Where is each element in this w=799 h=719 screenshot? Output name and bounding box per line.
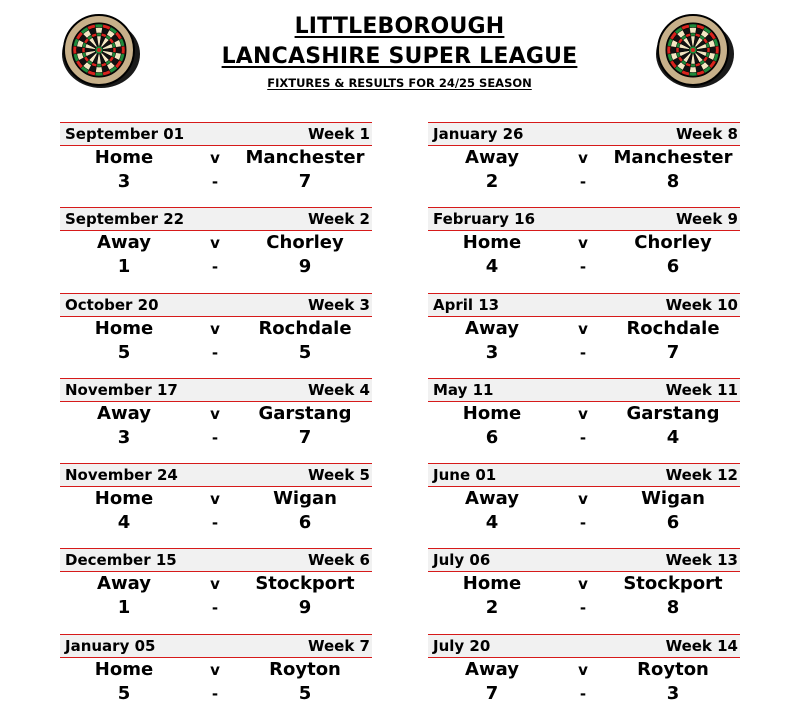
fixture-versus: v [578, 660, 588, 679]
fixture-versus: v [578, 319, 588, 338]
fixture-teams-row [60, 231, 372, 255]
fixture-score-row [428, 341, 740, 365]
fixture-venue: Away [465, 147, 519, 168]
fixture-score-row [428, 170, 740, 194]
fixture-score-home: 5 [117, 682, 131, 704]
fixture-header [60, 634, 372, 658]
fixture-score-away: 4 [666, 426, 680, 448]
fixture-versus: v [210, 490, 220, 509]
fixture-opponent: Stockport [623, 573, 723, 595]
subtitle-text: FIXTURES & RESULTS FOR 24/25 SEASON [267, 76, 532, 90]
fixture-date: September 01 [65, 125, 185, 143]
fixture-score-row [428, 682, 740, 706]
fixture-teams-row [428, 487, 740, 511]
title-line-2: LANCASHIRE SUPER LEAGUE [221, 44, 578, 69]
fixture-score-separator: - [211, 514, 219, 533]
fixture-opponent: Wigan [641, 488, 705, 510]
fixture-versus: v [210, 234, 220, 253]
fixture-date: September 22 [65, 210, 185, 229]
fixture-versus: v [210, 319, 220, 338]
fixture-score-home: 4 [485, 512, 499, 534]
fixture-venue: Away [97, 402, 151, 424]
fixture-score-home: 4 [485, 256, 499, 278]
fixture-score-separator: - [579, 173, 587, 191]
fixture-date: October 20 [65, 295, 159, 314]
fixture-opponent: Garstang [258, 402, 352, 424]
fixture-score-separator: - [211, 599, 219, 618]
fixture-date: April 13 [433, 295, 500, 314]
fixture-score-separator: - [579, 343, 587, 362]
fixture-opponent: Royton [637, 658, 709, 680]
fixture-score-home: 1 [117, 597, 131, 619]
fixture-score-away: 6 [666, 512, 680, 534]
fixture-score-row [60, 596, 372, 620]
fixture-score-away: 3 [666, 682, 680, 704]
fixture-date: June 01 [433, 466, 497, 485]
fixture-score-away: 5 [298, 341, 312, 363]
fixture-header [60, 463, 372, 487]
fixture-score-separator: - [579, 684, 587, 703]
fixture-versus: v [578, 575, 588, 594]
fixture-opponent: Chorley [634, 232, 712, 254]
dartboard-icon [652, 12, 734, 90]
fixture-week: Week 8 [676, 125, 738, 143]
fixture-score-separator: - [579, 258, 587, 277]
fixture-date: November 24 [65, 466, 178, 485]
fixture-score-separator: - [579, 599, 587, 618]
fixture-header [428, 122, 740, 146]
fixture-week: Week 5 [308, 466, 370, 485]
fixture-teams-row [60, 572, 372, 596]
fixture-score-away: 6 [666, 256, 680, 278]
fixture-opponent: Garstang [626, 402, 720, 424]
fixture-score-home: 4 [117, 512, 131, 534]
fixture-teams-row [428, 402, 740, 426]
fixture-score-row [60, 341, 372, 365]
fixture-venue: Away [97, 573, 151, 595]
fixture-header [428, 207, 740, 231]
fixture-block [60, 463, 372, 548]
fixture-week: Week 10 [665, 295, 738, 314]
fixture-score-away: 5 [298, 682, 312, 704]
page-header [0, 0, 799, 110]
fixture-week: Week 3 [308, 295, 370, 314]
fixture-score-separator: - [211, 684, 219, 703]
fixture-date: November 17 [65, 380, 178, 399]
fixture-date: February 16 [433, 210, 536, 229]
fixture-week: Week 2 [308, 210, 370, 229]
fixture-versus: v [578, 234, 588, 253]
fixture-block [428, 207, 740, 292]
fixture-teams-row [60, 402, 372, 426]
fixture-date: December 15 [65, 551, 177, 570]
fixture-date: July 06 [433, 551, 491, 570]
fixture-date: July 20 [433, 636, 491, 655]
fixture-score-row [60, 170, 372, 194]
fixture-week: Week 4 [308, 380, 370, 399]
fixture-score-row [60, 682, 372, 706]
fixture-venue: Away [97, 232, 151, 254]
fixture-header [60, 548, 372, 572]
fixture-block [60, 548, 372, 633]
fixture-venue: Home [462, 402, 522, 424]
fixture-week: Week 12 [665, 466, 738, 485]
fixture-teams-row [60, 658, 372, 682]
fixture-score-home: 3 [485, 341, 499, 363]
fixture-header [60, 378, 372, 402]
fixture-header [428, 463, 740, 487]
fixture-header [60, 293, 372, 317]
fixture-score-home: 5 [117, 341, 131, 363]
fixtures-column-right [428, 122, 740, 719]
fixture-teams-row [428, 572, 740, 596]
fixture-score-separator: - [211, 173, 219, 191]
fixture-header [60, 122, 372, 146]
fixture-block [428, 293, 740, 378]
fixture-block [428, 548, 740, 633]
fixtures-column-left [60, 122, 372, 719]
fixture-week: Week 7 [308, 636, 370, 655]
fixture-venue: Home [462, 232, 522, 254]
fixture-venue: Home [462, 573, 522, 595]
fixture-opponent: Manchester [245, 147, 365, 168]
fixture-teams-row [60, 487, 372, 511]
fixture-score-away: 8 [666, 597, 680, 619]
fixture-opponent: Wigan [273, 488, 337, 510]
fixture-date: May 11 [433, 380, 494, 399]
fixture-block [428, 378, 740, 463]
fixture-score-home: 2 [485, 171, 499, 192]
fixture-score-away: 7 [298, 171, 312, 192]
fixture-teams-row [60, 146, 372, 170]
fixture-score-away: 9 [298, 256, 312, 278]
fixture-score-home: 2 [485, 597, 499, 619]
fixture-score-home: 1 [117, 256, 131, 278]
fixture-score-separator: - [211, 343, 219, 362]
fixture-week: Week 9 [676, 210, 738, 229]
fixture-header [428, 634, 740, 658]
fixture-opponent: Chorley [266, 232, 344, 254]
fixture-opponent: Stockport [255, 573, 355, 595]
fixture-score-separator: - [211, 428, 219, 447]
fixture-versus: v [210, 660, 220, 679]
fixture-week: Week 11 [665, 380, 738, 399]
fixture-header [428, 293, 740, 317]
fixture-score-row [60, 255, 372, 279]
fixture-block [428, 122, 740, 207]
fixture-teams-row [428, 231, 740, 255]
fixture-venue: Home [94, 317, 154, 339]
fixture-score-away: 7 [666, 341, 680, 363]
fixture-block [428, 463, 740, 548]
fixture-versus: v [210, 575, 220, 594]
fixture-score-home: 3 [117, 426, 131, 448]
fixture-block [428, 634, 740, 719]
fixture-opponent: Rochdale [626, 317, 720, 339]
fixture-header [428, 548, 740, 572]
fixture-venue: Home [94, 658, 154, 680]
fixture-block [60, 378, 372, 463]
fixture-teams-row [428, 658, 740, 682]
fixture-score-away: 7 [298, 426, 312, 448]
fixture-score-row [428, 511, 740, 535]
fixture-score-row [428, 426, 740, 450]
fixture-teams-row [428, 146, 740, 170]
title-line-1: LITTLEBOROUGH [294, 14, 505, 39]
fixture-block [60, 634, 372, 719]
fixture-block [60, 293, 372, 378]
fixture-versus: v [210, 404, 220, 423]
fixture-venue: Away [465, 317, 519, 339]
fixture-header [428, 378, 740, 402]
fixture-score-separator: - [579, 514, 587, 533]
fixture-teams-row [428, 317, 740, 341]
fixture-score-home: 6 [485, 426, 499, 448]
fixture-score-home: 3 [117, 171, 131, 192]
fixture-score-away: 6 [298, 512, 312, 534]
fixture-score-row [60, 426, 372, 450]
fixture-score-away: 8 [666, 171, 680, 192]
fixture-score-home: 7 [485, 682, 499, 704]
fixture-opponent: Royton [269, 658, 341, 680]
fixture-versus: v [578, 490, 588, 509]
fixture-venue: Away [465, 658, 519, 680]
fixture-header [60, 207, 372, 231]
fixture-date: January 26 [433, 125, 524, 143]
fixture-versus: v [578, 404, 588, 423]
fixture-week: Week 14 [665, 636, 738, 655]
fixture-opponent: Manchester [613, 147, 733, 168]
fixture-score-row [428, 255, 740, 279]
fixture-week: Week 1 [308, 125, 370, 143]
fixture-venue: Home [94, 488, 154, 510]
fixture-versus: v [210, 149, 220, 167]
fixture-venue: Away [465, 488, 519, 510]
fixture-score-separator: - [211, 258, 219, 277]
fixture-block [60, 207, 372, 292]
fixture-week: Week 13 [665, 551, 738, 570]
fixture-teams-row [60, 317, 372, 341]
fixture-venue: Home [94, 147, 154, 168]
fixture-week: Week 6 [308, 551, 370, 570]
fixture-block [60, 122, 372, 207]
fixture-opponent: Rochdale [258, 317, 352, 339]
fixture-versus: v [578, 149, 588, 167]
fixture-date: January 05 [65, 636, 156, 655]
fixture-score-away: 9 [298, 597, 312, 619]
fixture-score-row [60, 511, 372, 535]
fixture-score-row [428, 596, 740, 620]
fixture-score-separator: - [579, 428, 587, 447]
